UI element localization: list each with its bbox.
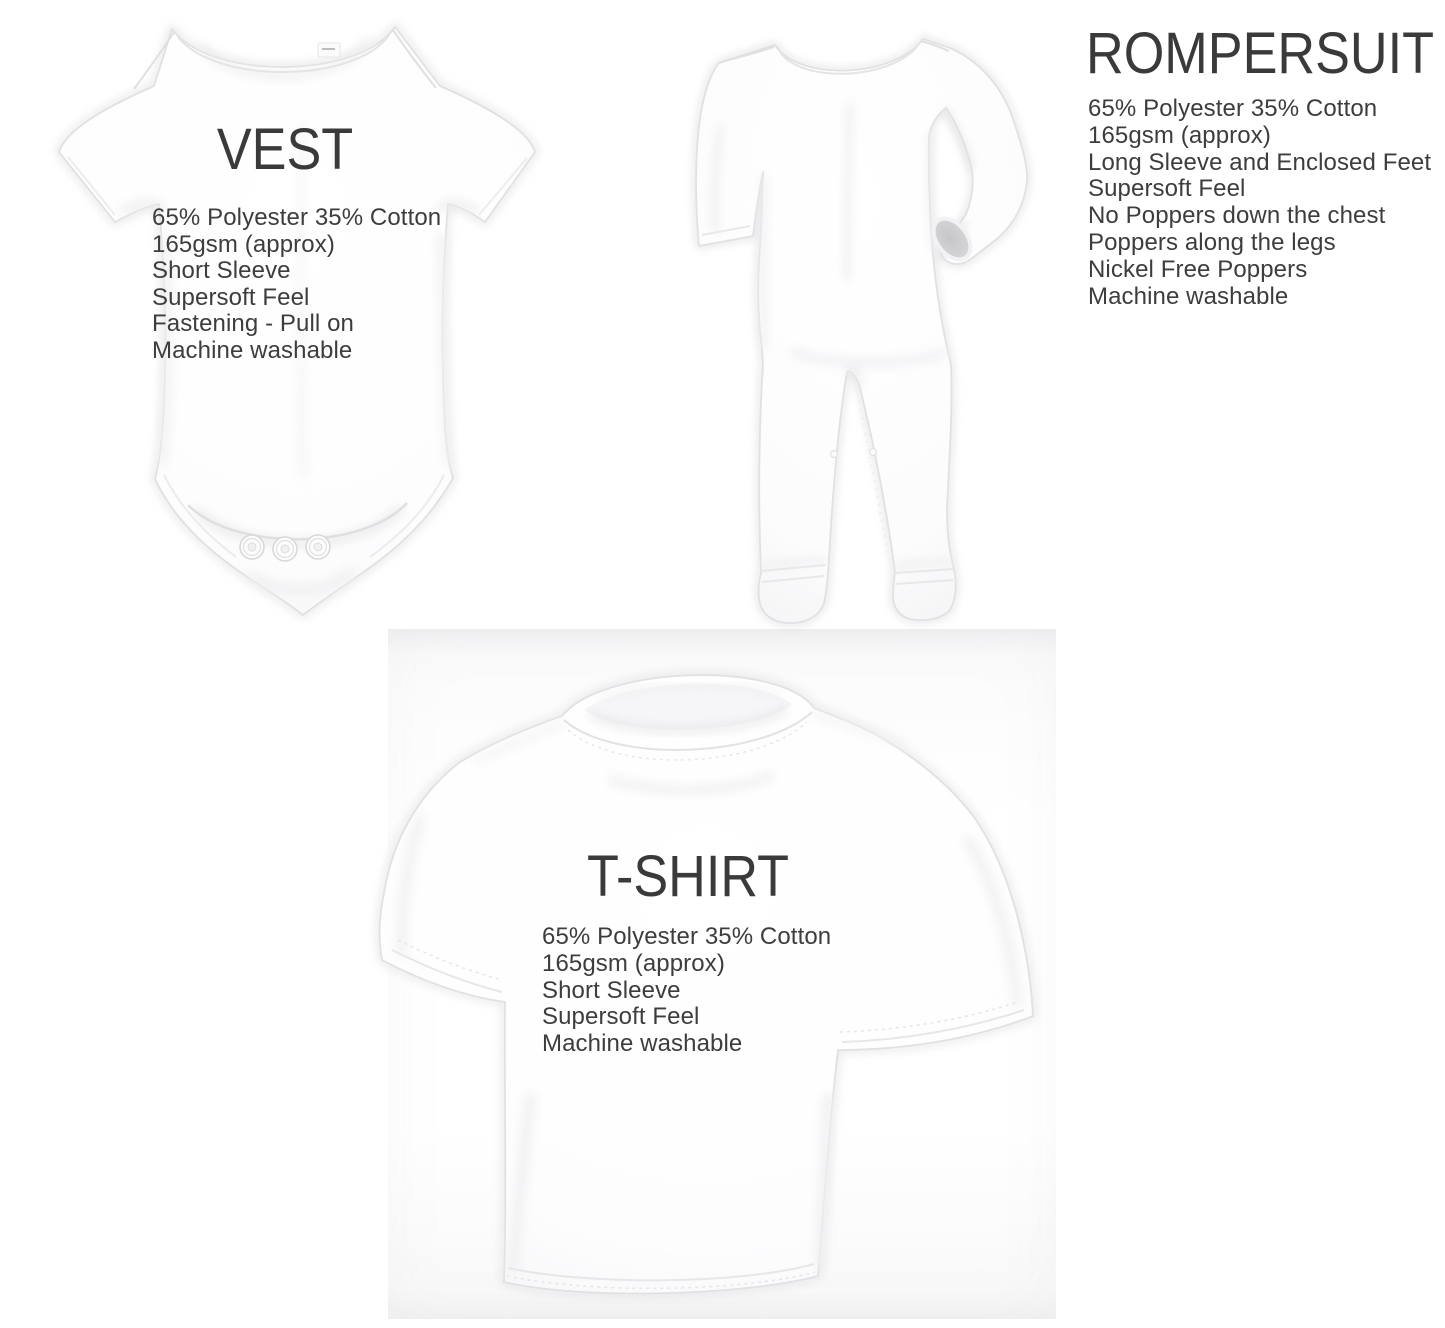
spec-line: 165gsm (approx)	[1088, 121, 1271, 149]
vest-specs	[152, 205, 441, 365]
spec-line: Long Sleeve and Enclosed Feet	[1088, 148, 1432, 176]
spec-line: Short Sleeve	[542, 976, 681, 1004]
spec-line: Short Sleeve	[152, 257, 291, 285]
spec-line: 65% Polyester 35% Cotton	[542, 923, 832, 950]
spec-line: Supersoft Feel	[542, 1003, 700, 1031]
spec-line: 165gsm (approx)	[152, 230, 335, 258]
popper-snap	[870, 449, 877, 456]
romper-body	[696, 39, 1027, 623]
popper-snap	[831, 451, 838, 458]
spec-line: Supersoft Feel	[152, 283, 310, 311]
tshirt-specs	[542, 924, 831, 1058]
popper-snap	[306, 535, 330, 559]
spec-line: No Poppers down the chest	[1088, 202, 1386, 230]
size-tag	[318, 43, 340, 57]
rompersuit-title: ROMPERSUIT	[1086, 21, 1435, 86]
spec-line: Machine washable	[1088, 282, 1289, 310]
spec-line: 65% Polyester 35% Cotton	[1088, 95, 1378, 122]
spec-line: Nickel Free Poppers	[1088, 255, 1308, 283]
spec-line: Machine washable	[542, 1030, 743, 1058]
popper-snap	[273, 537, 297, 561]
spec-line: Machine washable	[152, 336, 353, 364]
spec-line: 65% Polyester 35% Cotton	[152, 204, 442, 231]
spec-line: 165gsm (approx)	[542, 949, 725, 977]
popper-snap	[240, 535, 264, 559]
popper-snaps	[240, 535, 330, 561]
spec-line: Fastening - Pull on	[152, 310, 355, 338]
rompersuit-specs	[1088, 96, 1431, 310]
spec-line: Poppers along the legs	[1088, 228, 1336, 256]
rompersuit-image	[660, 18, 1090, 638]
vest-title: VEST	[216, 117, 354, 182]
tshirt-title: T-SHIRT	[586, 844, 790, 909]
spec-line: Supersoft Feel	[1088, 175, 1246, 203]
